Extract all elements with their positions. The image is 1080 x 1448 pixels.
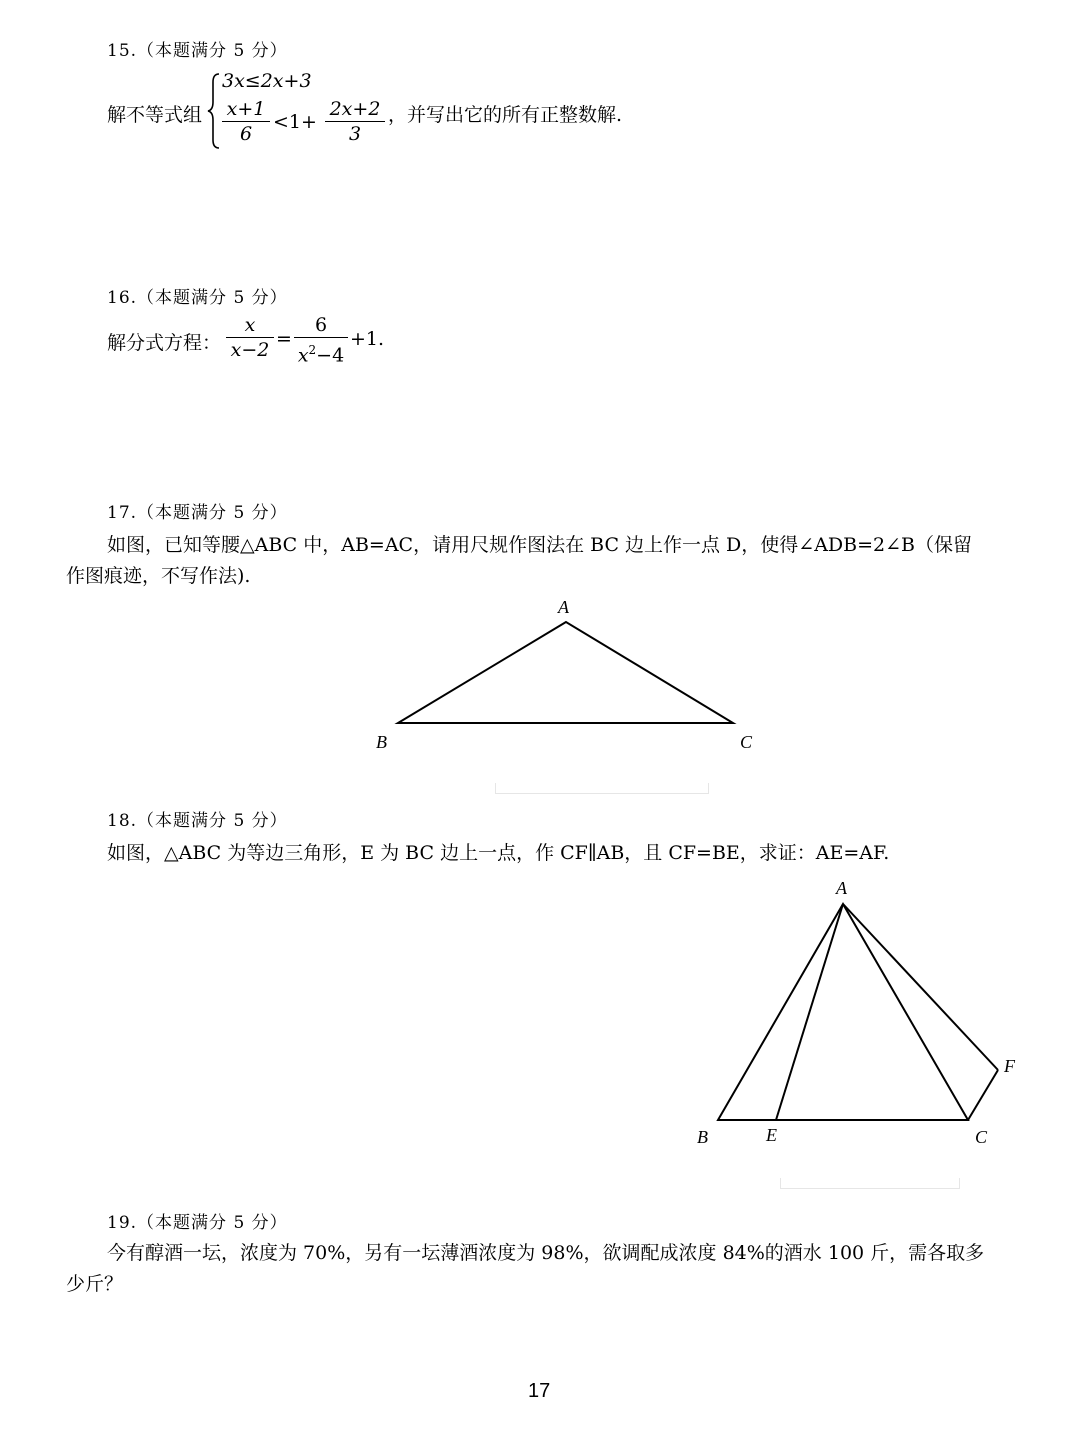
q18-segment-ae [776, 904, 843, 1120]
page-number: 17 [528, 1380, 551, 1402]
q16-lead: 解分式方程： [107, 332, 222, 354]
q18-header: 18.（本题满分 5 分） [107, 811, 288, 831]
q16-tail: +1. [350, 328, 385, 350]
q16-equals: = [276, 328, 292, 350]
q17-label-b: B [376, 732, 387, 752]
q15-fraction-1-numerator: x+1 [226, 98, 266, 120]
q18-label-e: E [766, 1125, 777, 1145]
q18-label-f: F [1004, 1056, 1015, 1076]
q16-fraction-2-numerator: 6 [314, 314, 328, 336]
q15-fraction-1-denominator: 6 [239, 123, 253, 145]
q15-inequality-1: 3x≤2x+3 [222, 70, 312, 92]
q15-fraction-2-denominator: 3 [348, 123, 362, 145]
q18-label-b: B [697, 1127, 708, 1147]
q18-triangle-abc [718, 904, 968, 1120]
q15-lead: 解不等式组 [107, 104, 203, 126]
q18-line-1: 如图，△ABC 为等边三角形，E 为 BC 边上一点，作 CF∥AB，且 CF=BE，求证：AE=AF. [107, 842, 890, 864]
q18-label-a: A [836, 878, 847, 898]
q17-label-a: A [558, 597, 569, 617]
q16-fraction-1-denominator: x−2 [230, 339, 270, 361]
q19-line-1: 今有醇酒一坛，浓度为 70%，另有一坛薄酒浓度为 98%，欲调配成浓度 84%的酒水 100 斤，需各取多 [107, 1242, 985, 1264]
q18-segment-cf [968, 1070, 998, 1120]
q17-line-1: 如图，已知等腰△ABC 中，AB=AC，请用尺规作图法在 BC 边上作一点 D，使得∠ADB=2∠B（保留 [107, 534, 973, 556]
q16-fraction-2-base: x [297, 344, 309, 367]
q17-line-2: 作图痕迹，不写作法). [66, 565, 251, 587]
q18-segment-af [843, 904, 998, 1070]
q16-header: 16.（本题满分 5 分） [107, 288, 288, 308]
q16-fraction-2-exponent: 2 [308, 343, 317, 357]
q18-faint-mark [780, 1178, 960, 1189]
q15-header: 15.（本题满分 5 分） [107, 41, 288, 61]
q15-middle-term: <1+ [273, 111, 317, 133]
q19-line-2: 少斤？ [66, 1273, 124, 1295]
q15-fraction-2-numerator: 2x+2 [329, 98, 381, 120]
q18-label-c: C [975, 1127, 988, 1147]
q16-fraction-1-numerator: x [244, 314, 256, 336]
q17-header: 17.（本题满分 5 分） [107, 503, 288, 523]
q16-fraction-2-rest: −4 [316, 344, 345, 367]
q15-tail: ，并写出它的所有正整数解. [388, 104, 623, 126]
q19-header: 19.（本题满分 5 分） [107, 1213, 288, 1233]
q17-label-c: C [740, 732, 753, 752]
